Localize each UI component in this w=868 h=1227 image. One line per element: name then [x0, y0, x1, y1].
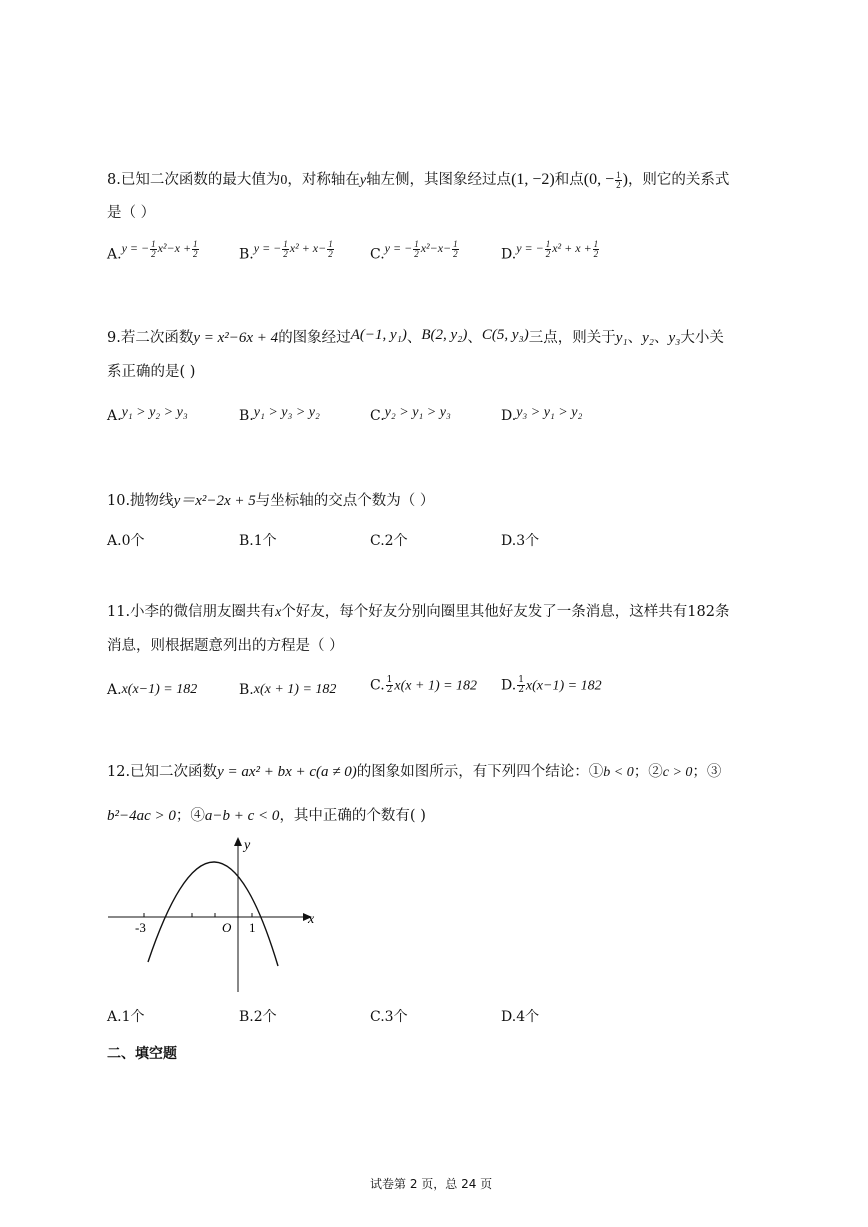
- q8-line1: 8.已知二次函数的最大值为0，对称轴在y轴左侧，其图象经过点(1, −2)和点(0, − $\frac{1}{2}$ )，则它的关系式: [107, 169, 730, 190]
- y-axis-arrow: [234, 837, 242, 846]
- q9-line1: 9.若二次函数y = x²−6x + 4的图象经过A(−1, y₁)、B(2, y₂)、C(5, y₃)三点，则关于y₁、y₂、y₃大小关: [107, 327, 724, 346]
- q9-option-c[interactable]: C.y₂ > y₁ > y₃: [370, 405, 451, 424]
- origin-label: O: [222, 920, 232, 935]
- q12-option-b[interactable]: B.2个: [239, 1009, 277, 1025]
- q11-option-a[interactable]: A.x(x−1) = 182: [107, 682, 198, 698]
- q11-line1: 11.小李的微信朋友圈共有x个好友，每个好友分别向圈里其他好友发了一条消息，这样共有182条: [107, 604, 730, 620]
- q10-option-a[interactable]: A.0个: [107, 533, 145, 549]
- q12-line2: b²−4ac > 0；④a−b + c < 0，其中正确的个数有( ): [107, 808, 426, 824]
- q8-option-b[interactable]: B.y = − $\frac{1}{2}$ x² + x− $\frac{1}{2}$: [239, 239, 333, 263]
- section-heading-fill-in: 二、填空题: [107, 1046, 177, 1062]
- parabola-curve: [148, 862, 278, 966]
- q8-line2: 是（ ）: [107, 205, 156, 221]
- q12-option-a[interactable]: A.1个: [107, 1009, 145, 1025]
- q8-option-c[interactable]: C.y = − $\frac{1}{2}$ x²−x− $\frac{1}{2}$: [370, 239, 458, 263]
- q11-line2: 消息，则根据题意列出的方程是（ ）: [107, 638, 344, 654]
- q12-option-d[interactable]: D.4个: [501, 1009, 540, 1025]
- q9-option-b[interactable]: B.y₁ > y₃ > y₂: [239, 405, 320, 424]
- q9-line2: 系正确的是( ): [107, 364, 196, 380]
- q11-option-b[interactable]: B.x(x + 1) = 182: [239, 682, 337, 698]
- q11-option-c[interactable]: C. $\frac{1}{2}$ x(x + 1) = 182: [370, 675, 478, 695]
- parabola-graph: [100, 832, 330, 997]
- page-footer: 试卷第 2 页，总 24 页: [370, 1177, 493, 1191]
- q10-option-d[interactable]: D.3个: [501, 533, 540, 549]
- q8-option-d[interactable]: D.y = − $\frac{1}{2}$ x² + x + $\frac{1}{2}$: [501, 239, 599, 263]
- q10-option-c[interactable]: C.2个: [370, 533, 408, 549]
- tick-label-neg3: -3: [135, 920, 146, 935]
- x-axis-label: x: [308, 912, 315, 927]
- tick-label-1: 1: [249, 920, 256, 935]
- q8-option-a[interactable]: A.y = − $\frac{1}{2}$ x²−x + $\frac{1}{2}$: [107, 239, 198, 263]
- q9-option-d[interactable]: D.y₃ > y₁ > y₂: [501, 405, 583, 424]
- q11-option-d[interactable]: D. $\frac{1}{2}$ x(x−1) = 182: [501, 675, 602, 695]
- y-axis-label: y: [244, 838, 251, 853]
- q12-option-c[interactable]: C.3个: [370, 1009, 408, 1025]
- q10-line1: 10.抛物线y＝x²−2x + 5与坐标轴的交点个数为（ ）: [107, 493, 435, 509]
- q9-option-a[interactable]: A.y₁ > y₂ > y₃: [107, 405, 188, 424]
- q10-option-b[interactable]: B.1个: [239, 533, 277, 549]
- q12-line1: 12.已知二次函数y = ax² + bx + c(a ≠ 0)的图象如图所示，有下列四个结论：①b < 0；②c > 0；③: [107, 764, 722, 780]
